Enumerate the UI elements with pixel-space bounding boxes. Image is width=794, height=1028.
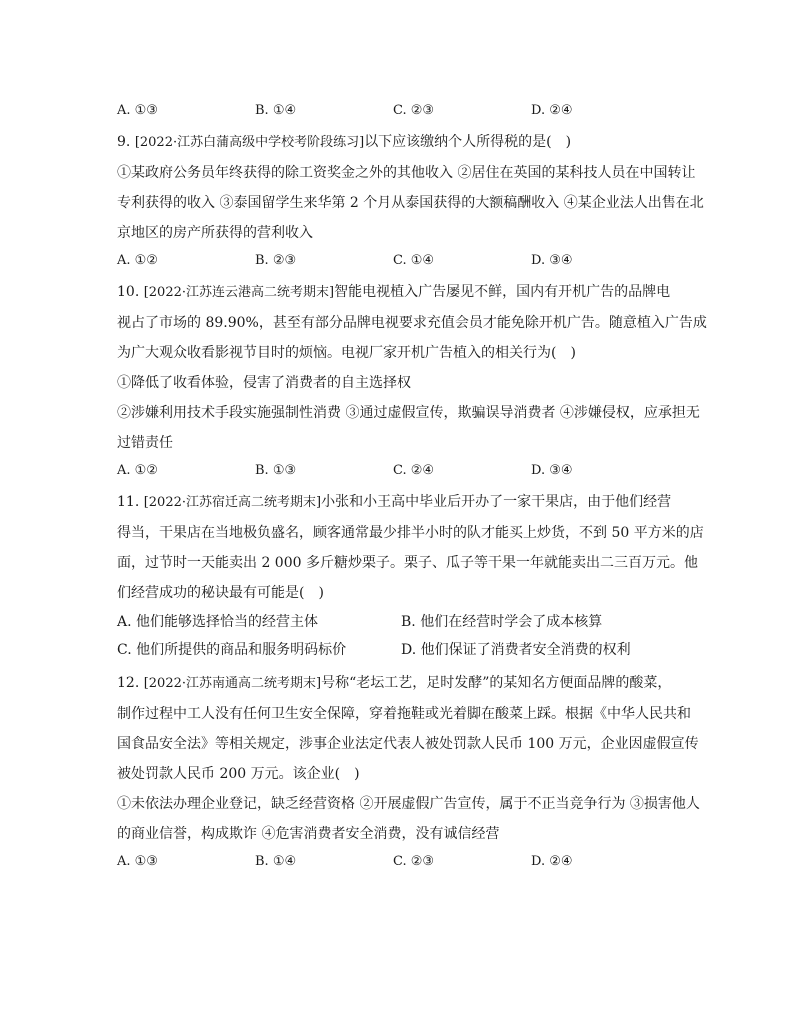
option-a: A. 他们能够选择恰当的经营主体	[117, 614, 319, 630]
option-d: D. ③④	[531, 463, 573, 478]
option-d: D. 他们保证了消费者安全消费的权利	[401, 642, 631, 658]
question-11	[117, 487, 704, 664]
question-9	[117, 127, 704, 273]
question-12	[117, 668, 700, 874]
question-line: ①某政府公务员年终获得的除工资奖金之外的其他收入 ②居住在英国的某科技人员在中国转让	[117, 165, 696, 181]
question-line: 的商业信誉，构成欺诈 ④危害消费者安全消费，没有诚信经营	[117, 826, 500, 842]
previous-question-options	[117, 98, 685, 123]
option-c: C. ②③	[393, 103, 435, 118]
question-line: ①未依法办理企业登记，缺乏经营资格 ②开展虚假广告宣传，属于不正当竞争行为 ③损害他人	[117, 796, 700, 812]
question-number: 9.	[117, 134, 131, 150]
question-line: 被处罚款人民币 200 万元。该企业( )	[117, 766, 360, 782]
question-line: 制作过程中工人没有任何卫生安全保障，穿着拖鞋或光着脚在酸菜上踩。根据《中华人民共和	[117, 706, 691, 722]
question-9-head	[117, 127, 685, 158]
option-c: C. 他们所提供的商品和服务明码标价	[117, 642, 347, 658]
question-line: 得当，干果店在当地极负盛名，顾客通常最少排半小时的队才能买上炒货，不到 50 平方米的店	[117, 525, 704, 541]
question-12-options	[117, 849, 685, 874]
question-10	[117, 277, 707, 483]
question-11-options	[117, 608, 685, 664]
option-b: B. ①③	[255, 463, 297, 478]
question-line: 视占了市场的 89.90%，甚至有部分品牌电视要求充值会员才能免除开机广告。随意植入广告成	[117, 315, 707, 331]
question-11-head	[117, 487, 685, 518]
option-a: A. ①②	[117, 463, 158, 478]
question-number: 11.	[117, 494, 140, 510]
question-stem: 号称“老坛工艺，足时发酵”的某知名方便面品牌的酸菜，	[321, 675, 672, 691]
question-stem: 智能电视植入广告屡见不鲜，国内有开机广告的品牌电	[334, 284, 671, 300]
question-line: 为广大观众收看影视节目时的烦恼。电视厂家开机广告植入的相关行为( )	[117, 345, 576, 361]
question-line: 专利获得的收入 ③泰国留学生来华第 2 个月从泰国获得的大额稿酬收入 ④某企业法人出售在北	[117, 195, 704, 211]
question-line: 国食品安全法》等相关规定，涉事企业法定代表人被处罚款人民币 100 万元，企业因虚假宣传	[117, 736, 699, 752]
question-source: [2022·江苏南通高二统考期末]	[143, 676, 322, 691]
question-12-head	[117, 668, 685, 699]
option-b: B. 他们在经营时学会了成本核算	[401, 614, 603, 630]
option-c: C. ②③	[393, 854, 435, 869]
option-a: A. ①③	[117, 103, 158, 118]
question-source: [2022·江苏连云港高二统考期末]	[143, 285, 335, 300]
question-source: [2022·江苏宿迁高二统考期末]	[143, 495, 322, 510]
option-a: A. ①③	[117, 854, 158, 869]
question-10-head	[117, 277, 685, 308]
question-stem: 小张和小王高中毕业后开办了一家干果店，由于他们经营	[321, 494, 672, 510]
question-number: 12.	[117, 675, 140, 691]
option-c: C. ②④	[393, 463, 435, 478]
option-d: D. ③④	[531, 253, 573, 268]
option-b: B. ①④	[255, 854, 297, 869]
option-c: C. ①④	[393, 253, 435, 268]
question-line: 们经营成功的秘诀最有可能是( )	[117, 585, 324, 601]
question-stem: 以下应该缴纳个人所得税的是( )	[364, 134, 572, 150]
option-b: B. ②③	[255, 253, 297, 268]
option-b: B. ①④	[255, 103, 297, 118]
question-line: 面，过节时一天能卖出 2 000 多斤糖炒栗子。栗子、瓜子等干果一年就能卖出二三百万元。他	[117, 555, 698, 571]
option-d: D. ②④	[531, 854, 573, 869]
question-9-options	[117, 248, 685, 273]
question-source: [2022·江苏白蒲高级中学校考阶段练习]	[134, 135, 365, 150]
question-number: 10.	[117, 284, 140, 300]
question-line: ②涉嫌利用技术手段实施强制性消费 ③通过虚假宣传，欺骗误导消费者 ④涉嫌侵权，应承担无	[117, 405, 700, 421]
question-10-options	[117, 458, 685, 483]
question-line: 过错责任	[117, 435, 173, 451]
option-a: A. ①②	[117, 253, 158, 268]
question-line: 京地区的房产所获得的营利收入	[117, 225, 313, 241]
question-list	[117, 98, 707, 874]
option-d: D. ②④	[531, 103, 573, 118]
question-line: ①降低了收看体验，侵害了消费者的自主选择权	[117, 375, 411, 391]
